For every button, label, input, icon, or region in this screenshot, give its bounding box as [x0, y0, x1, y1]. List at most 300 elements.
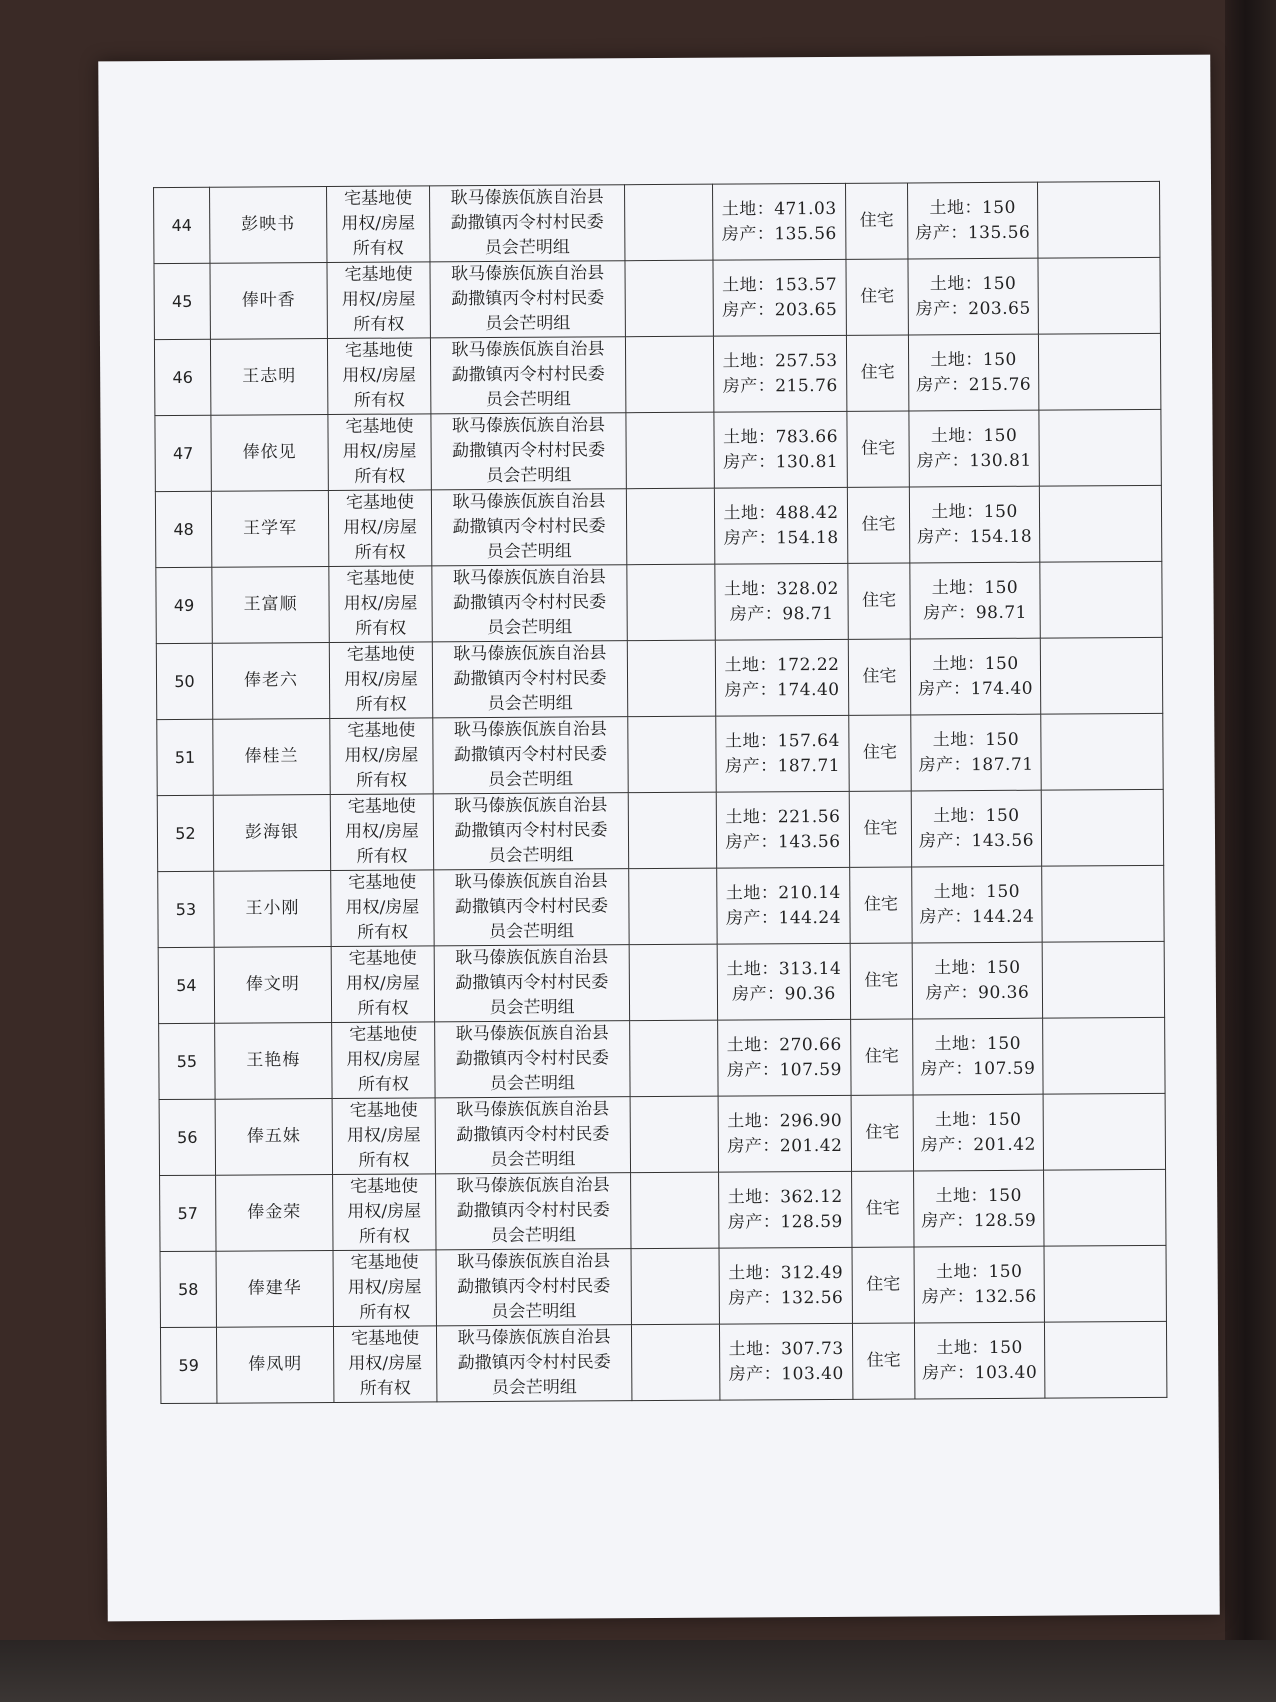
cert-house-value: 203.65 — [968, 298, 1031, 319]
area-land-value: 210.14 — [778, 882, 841, 903]
location-line: 员会芒明组 — [489, 1073, 576, 1095]
cert-land-value: 150 — [986, 881, 1021, 902]
desk-bottom — [0, 1640, 1276, 1702]
cert-house-line — [915, 980, 1040, 1006]
area-house-value: 107.59 — [779, 1059, 842, 1080]
cert-house-value: 90.36 — [978, 982, 1030, 1003]
land-label: 土地： — [933, 805, 986, 826]
house-label: 房产： — [916, 450, 970, 471]
right-type-line: 用权/房屋 — [342, 441, 417, 462]
right-type — [331, 870, 434, 947]
right-type-line: 宅基地使 — [344, 264, 413, 285]
certified-area-cell — [914, 1170, 1044, 1247]
blank-cell — [628, 792, 716, 869]
cert-house-line — [916, 1132, 1041, 1158]
note-cell — [1040, 561, 1162, 638]
blank-cell — [629, 944, 717, 1021]
right-type — [332, 1098, 435, 1175]
location-line: 员会芒明组 — [488, 845, 574, 867]
blank-cell — [630, 1020, 718, 1097]
property-register-table — [153, 181, 1167, 1404]
usage-type: 住宅 — [846, 335, 908, 411]
land-label: 土地： — [723, 502, 777, 524]
right-type — [329, 566, 432, 643]
right-type — [327, 186, 430, 263]
area-house-line — [719, 829, 847, 855]
right-type-line: 宅基地使 — [344, 188, 413, 209]
area-house-value: 144.24 — [778, 907, 842, 928]
house-label: 房产： — [923, 602, 976, 623]
blank-cell — [625, 260, 713, 337]
blank-cell — [631, 1324, 719, 1401]
right-type-line: 所有权 — [352, 238, 404, 259]
area-land-line — [722, 1336, 850, 1362]
cert-house-value: 187.71 — [970, 754, 1034, 775]
right-type — [328, 490, 431, 567]
location-line: 员会芒明组 — [490, 1225, 576, 1247]
location-line: 耿马傣族佤族自治县 — [455, 947, 609, 969]
land-label: 土地： — [722, 350, 776, 372]
house-label: 房产： — [921, 1286, 975, 1307]
house-label: 房产： — [725, 831, 779, 853]
certified-area-cell — [908, 334, 1038, 411]
location-line: 耿马傣族佤族自治县 — [457, 1327, 611, 1349]
location-line: 勐撒镇丙令村村民委 — [456, 1200, 610, 1222]
certified-area-cell — [912, 866, 1042, 943]
area-land-line — [716, 272, 844, 298]
location — [434, 869, 629, 946]
location-line: 勐撒镇丙令村村民委 — [452, 440, 606, 462]
area-land-line — [720, 1032, 848, 1058]
cert-land-line — [913, 651, 1038, 677]
area-house-line — [722, 1361, 850, 1387]
house-label: 房产： — [728, 1287, 781, 1309]
right-type-line: 用权/房屋 — [344, 745, 419, 766]
right-type — [330, 718, 433, 795]
area-cell — [715, 639, 848, 716]
right-type-line: 宅基地使 — [347, 720, 416, 741]
area-land-value: 312.49 — [780, 1262, 844, 1283]
area-land-line — [717, 500, 845, 526]
area-house-value: 215.76 — [775, 375, 838, 396]
area-house-value: 203.65 — [774, 299, 838, 320]
usage-type: 住宅 — [851, 1095, 913, 1171]
location — [435, 1097, 630, 1174]
owner-name: 俸依见 — [211, 415, 328, 492]
cert-house-line — [913, 600, 1038, 626]
note-cell — [1038, 257, 1160, 334]
certified-area-cell — [911, 714, 1041, 791]
cert-house-value: 132.56 — [974, 1286, 1037, 1307]
location-line: 勐撒镇丙令村村民委 — [455, 1048, 609, 1070]
area-land-value: 172.22 — [776, 654, 840, 675]
cert-house-value: 144.24 — [971, 906, 1035, 927]
area-cell — [716, 791, 849, 868]
location-line: 勐撒镇丙令村村民委 — [453, 668, 607, 690]
land-label: 土地： — [935, 1185, 989, 1206]
right-type-line: 所有权 — [359, 1302, 411, 1323]
table-row — [155, 409, 1161, 491]
cert-land-line — [913, 727, 1038, 753]
table-row — [160, 1245, 1166, 1327]
area-land-value: 328.02 — [776, 578, 840, 599]
area-house-value: 135.56 — [774, 223, 837, 244]
right-type-line: 所有权 — [354, 542, 406, 563]
table-row — [160, 1169, 1166, 1251]
location-line: 耿马傣族佤族自治县 — [450, 263, 605, 285]
area-house-value: 143.56 — [777, 831, 841, 852]
area-land-line — [718, 652, 846, 678]
right-type-line: 所有权 — [357, 1074, 410, 1095]
cert-land-line — [910, 195, 1035, 221]
table-row — [157, 789, 1163, 871]
right-type-line: 用权/房屋 — [342, 365, 417, 386]
land-label: 土地： — [728, 1262, 781, 1284]
right-type-line: 用权/房屋 — [341, 213, 416, 234]
location-line: 勐撒镇丙令村村民委 — [457, 1352, 611, 1374]
right-type-line: 所有权 — [358, 1226, 410, 1247]
house-label: 房产： — [921, 1210, 974, 1231]
location-line: 员会芒明组 — [489, 921, 575, 943]
land-label: 土地： — [931, 577, 985, 598]
certified-area-cell — [911, 790, 1041, 867]
land-label: 土地： — [727, 1110, 780, 1132]
house-label: 房产： — [728, 1363, 782, 1385]
area-house-value: 187.71 — [777, 755, 841, 776]
house-label: 房产： — [917, 526, 970, 547]
right-type — [333, 1250, 436, 1327]
house-label: 房产： — [723, 451, 776, 473]
land-label: 土地： — [929, 197, 982, 218]
certified-area-cell — [914, 1322, 1044, 1399]
land-label: 土地： — [724, 730, 778, 752]
house-label: 房产： — [918, 678, 971, 699]
row-number: 48 — [155, 491, 211, 567]
cert-land-value: 150 — [984, 577, 1019, 598]
right-type-line: 所有权 — [353, 314, 405, 335]
cert-house-value: 107.59 — [972, 1058, 1036, 1079]
right-type-line: 所有权 — [357, 922, 409, 943]
cert-house-line — [911, 296, 1036, 322]
area-land-value: 257.53 — [775, 350, 838, 371]
location — [433, 717, 628, 794]
area-cell — [713, 335, 846, 412]
note-cell — [1041, 713, 1163, 790]
cert-land-line — [916, 1107, 1041, 1133]
cert-house-value: 143.56 — [971, 830, 1035, 851]
certified-area-cell — [909, 410, 1039, 487]
location-line: 勐撒镇丙令村村民委 — [451, 288, 605, 310]
house-label: 房产： — [726, 1059, 780, 1081]
land-label: 土地： — [930, 425, 984, 446]
area-cell — [719, 1171, 852, 1248]
blank-cell — [631, 1172, 719, 1249]
right-type-line: 用权/房屋 — [345, 821, 419, 842]
usage-type: 住宅 — [851, 1019, 913, 1095]
note-cell — [1042, 865, 1164, 942]
right-type-line: 所有权 — [355, 618, 407, 639]
area-house-value: 128.59 — [780, 1211, 843, 1232]
blank-cell — [629, 868, 717, 945]
area-house-line — [717, 525, 845, 551]
area-land-line — [716, 424, 844, 450]
note-cell — [1041, 789, 1163, 866]
right-type-line: 用权/房屋 — [343, 593, 418, 614]
note-cell — [1039, 485, 1161, 562]
table-row — [158, 941, 1164, 1023]
area-land-value: 270.66 — [779, 1034, 842, 1055]
cert-land-value: 150 — [984, 653, 1019, 674]
right-type — [327, 262, 430, 339]
owner-name: 俸桂兰 — [213, 719, 330, 796]
area-house-value: 90.36 — [784, 983, 836, 1004]
location-line: 耿马傣族佤族自治县 — [455, 1023, 609, 1045]
location-line: 耿马傣族佤族自治县 — [453, 719, 607, 741]
owner-name: 王小刚 — [214, 871, 331, 948]
location-line: 勐撒镇丙令村村民委 — [454, 820, 608, 842]
cert-house-line — [917, 1284, 1042, 1310]
cert-house-line — [914, 904, 1039, 930]
row-number: 53 — [158, 871, 214, 947]
area-land-line — [719, 804, 847, 830]
cert-land-line — [912, 575, 1037, 601]
row-number: 49 — [156, 567, 212, 643]
owner-name: 俸金荣 — [216, 1175, 333, 1252]
row-number: 56 — [159, 1099, 215, 1175]
cert-house-value: 135.56 — [967, 222, 1031, 243]
land-label: 土地： — [725, 882, 779, 904]
table-row — [159, 1017, 1165, 1099]
blank-cell — [628, 716, 716, 793]
area-house-line — [719, 905, 847, 931]
usage-type: 住宅 — [850, 943, 912, 1019]
area-cell — [716, 715, 849, 792]
location — [432, 565, 627, 642]
location — [431, 489, 626, 566]
house-label: 房产： — [721, 223, 775, 245]
land-label: 土地： — [932, 729, 986, 750]
area-cell — [719, 1323, 852, 1400]
right-type — [333, 1174, 436, 1251]
area-house-value: 132.56 — [780, 1287, 844, 1308]
blank-cell — [631, 1248, 719, 1325]
row-number: 59 — [160, 1327, 216, 1403]
area-house-value: 201.42 — [779, 1135, 843, 1156]
cert-house-value: 130.81 — [969, 450, 1032, 471]
area-house-line — [717, 449, 845, 475]
right-type-line: 宅基地使 — [347, 796, 416, 817]
location — [430, 261, 625, 338]
area-cell — [713, 259, 846, 336]
certified-area-cell — [909, 486, 1039, 563]
cert-house-line — [912, 524, 1037, 550]
right-type-line: 宅基地使 — [350, 1252, 419, 1273]
house-label: 房产： — [725, 907, 779, 929]
owner-name: 王艳梅 — [215, 1023, 332, 1100]
house-label: 房产： — [915, 222, 968, 243]
area-cell — [718, 1019, 851, 1096]
right-type-line: 用权/房屋 — [347, 1277, 422, 1298]
location-line: 耿马傣族佤族自治县 — [453, 643, 607, 665]
row-number: 54 — [158, 947, 214, 1023]
area-cell — [714, 411, 847, 488]
cert-land-value: 150 — [985, 729, 1020, 750]
area-house-line — [718, 601, 846, 627]
land-label: 土地： — [723, 578, 777, 600]
location-line: 员会芒明组 — [489, 997, 575, 1019]
right-type-line: 宅基地使 — [349, 1024, 418, 1045]
cert-house-value: 154.18 — [969, 526, 1033, 547]
land-label: 土地： — [930, 349, 983, 370]
cert-house-line — [914, 828, 1039, 854]
row-number: 55 — [159, 1023, 215, 1099]
house-label: 房产： — [729, 603, 783, 625]
cert-house-line — [912, 448, 1037, 474]
cert-land-line — [914, 803, 1039, 829]
location-line: 勐撒镇丙令村村民委 — [456, 1124, 610, 1146]
cert-land-value: 150 — [983, 501, 1018, 522]
row-number: 44 — [154, 187, 210, 263]
blank-cell — [630, 1096, 718, 1173]
note-cell — [1038, 181, 1160, 258]
area-land-value: 296.90 — [779, 1110, 843, 1131]
location-line: 勐撒镇丙令村村民委 — [452, 516, 606, 538]
right-type-line: 用权/房屋 — [346, 1049, 421, 1070]
table-row — [159, 1093, 1165, 1175]
area-land-line — [720, 956, 848, 982]
cert-land-line — [912, 499, 1037, 525]
location-line: 员会芒明组 — [486, 465, 572, 487]
area-land-value: 157.64 — [777, 730, 840, 751]
table-row — [154, 333, 1160, 415]
area-house-line — [718, 677, 846, 703]
right-type-line: 宅基地使 — [346, 644, 415, 665]
right-type-line: 用权/房屋 — [345, 897, 420, 918]
area-house-value: 130.81 — [775, 451, 839, 472]
right-type-line: 所有权 — [356, 770, 408, 791]
area-house-line — [720, 1057, 848, 1083]
location — [434, 945, 629, 1022]
house-label: 房产： — [920, 1134, 974, 1155]
owner-name: 王富顺 — [212, 567, 329, 644]
area-house-value: 154.18 — [776, 527, 839, 548]
location-line: 勐撒镇丙令村村民委 — [457, 1276, 611, 1298]
note-cell — [1042, 941, 1164, 1018]
area-house-line — [716, 297, 844, 323]
usage-type: 住宅 — [850, 867, 912, 943]
location-line: 员会芒明组 — [486, 541, 572, 563]
blank-cell — [626, 488, 714, 565]
table-row — [156, 637, 1162, 719]
land-label: 土地： — [934, 957, 987, 978]
right-type-line: 宅基地使 — [348, 872, 417, 893]
land-label: 土地： — [936, 1337, 989, 1358]
row-number: 52 — [157, 795, 213, 871]
location-line: 员会芒明组 — [484, 237, 570, 259]
area-house-line — [721, 1209, 849, 1235]
location-line: 耿马傣族佤族自治县 — [451, 415, 606, 437]
area-land-line — [722, 1260, 850, 1286]
area-cell — [718, 1095, 851, 1172]
location-line: 员会芒明组 — [490, 1149, 576, 1171]
location-line: 耿马傣族佤族自治县 — [454, 795, 608, 817]
location-line: 耿马傣族佤族自治县 — [451, 339, 605, 361]
cert-land-value: 150 — [982, 349, 1017, 370]
area-house-line — [721, 1133, 849, 1159]
table-row — [160, 1321, 1166, 1403]
certified-area-cell — [908, 182, 1038, 259]
row-number: 45 — [154, 263, 210, 339]
right-type-line: 用权/房屋 — [345, 973, 420, 994]
area-cell — [719, 1247, 852, 1324]
cert-land-value: 150 — [987, 1109, 1022, 1130]
land-label: 土地： — [934, 1109, 988, 1130]
usage-type: 住宅 — [847, 487, 909, 563]
right-type-line: 宅基地使 — [348, 948, 417, 969]
location — [433, 793, 628, 870]
land-label: 土地： — [929, 273, 983, 294]
right-type — [330, 794, 433, 871]
right-type-line: 所有权 — [353, 390, 405, 411]
location-line: 员会芒明组 — [488, 769, 574, 791]
cert-house-line — [910, 220, 1035, 246]
right-type — [328, 414, 431, 491]
location-line: 勐撒镇丙令村村民委 — [450, 212, 604, 234]
land-label: 土地： — [932, 653, 985, 674]
location-line: 耿马傣族佤族自治县 — [456, 1175, 610, 1197]
location — [435, 1021, 630, 1098]
right-type-line: 所有权 — [354, 466, 406, 487]
note-cell — [1040, 637, 1162, 714]
right-type-line: 宅基地使 — [346, 568, 415, 589]
location — [430, 337, 625, 414]
right-type — [327, 338, 430, 415]
usage-type: 住宅 — [848, 639, 910, 715]
location-line: 员会芒明组 — [491, 1377, 577, 1399]
right-type-line: 宅基地使 — [345, 492, 415, 513]
house-label: 房产： — [722, 375, 776, 397]
cert-land-value: 150 — [986, 957, 1021, 978]
land-label: 土地： — [931, 501, 984, 522]
usage-type: 住宅 — [848, 563, 910, 639]
location-line: 员会芒明组 — [485, 313, 571, 335]
area-house-line — [720, 981, 848, 1007]
right-type-line: 所有权 — [358, 1150, 410, 1171]
right-type-line: 所有权 — [356, 846, 408, 867]
blank-cell — [625, 184, 713, 261]
area-cell — [715, 563, 848, 640]
house-label: 房产： — [916, 374, 969, 395]
house-label: 房产： — [723, 527, 777, 549]
location — [432, 641, 627, 718]
certified-area-cell — [914, 1246, 1044, 1323]
right-type-line: 宅基地使 — [349, 1100, 418, 1121]
location-line: 勐撒镇丙令村村民委 — [454, 896, 608, 918]
area-cell — [717, 943, 850, 1020]
right-type-line: 所有权 — [357, 998, 409, 1019]
right-type-line: 宅基地使 — [350, 1328, 420, 1349]
right-type-line: 宅基地使 — [345, 416, 414, 437]
location-line: 耿马傣族佤族自治县 — [457, 1251, 611, 1273]
land-label: 土地： — [725, 806, 778, 828]
cert-house-value: 201.42 — [973, 1134, 1036, 1155]
cert-land-line — [917, 1259, 1042, 1285]
certified-area-cell — [910, 638, 1040, 715]
cert-land-line — [916, 1183, 1041, 1209]
house-label: 房产： — [724, 679, 778, 701]
area-cell — [717, 867, 850, 944]
note-cell — [1044, 1321, 1166, 1398]
